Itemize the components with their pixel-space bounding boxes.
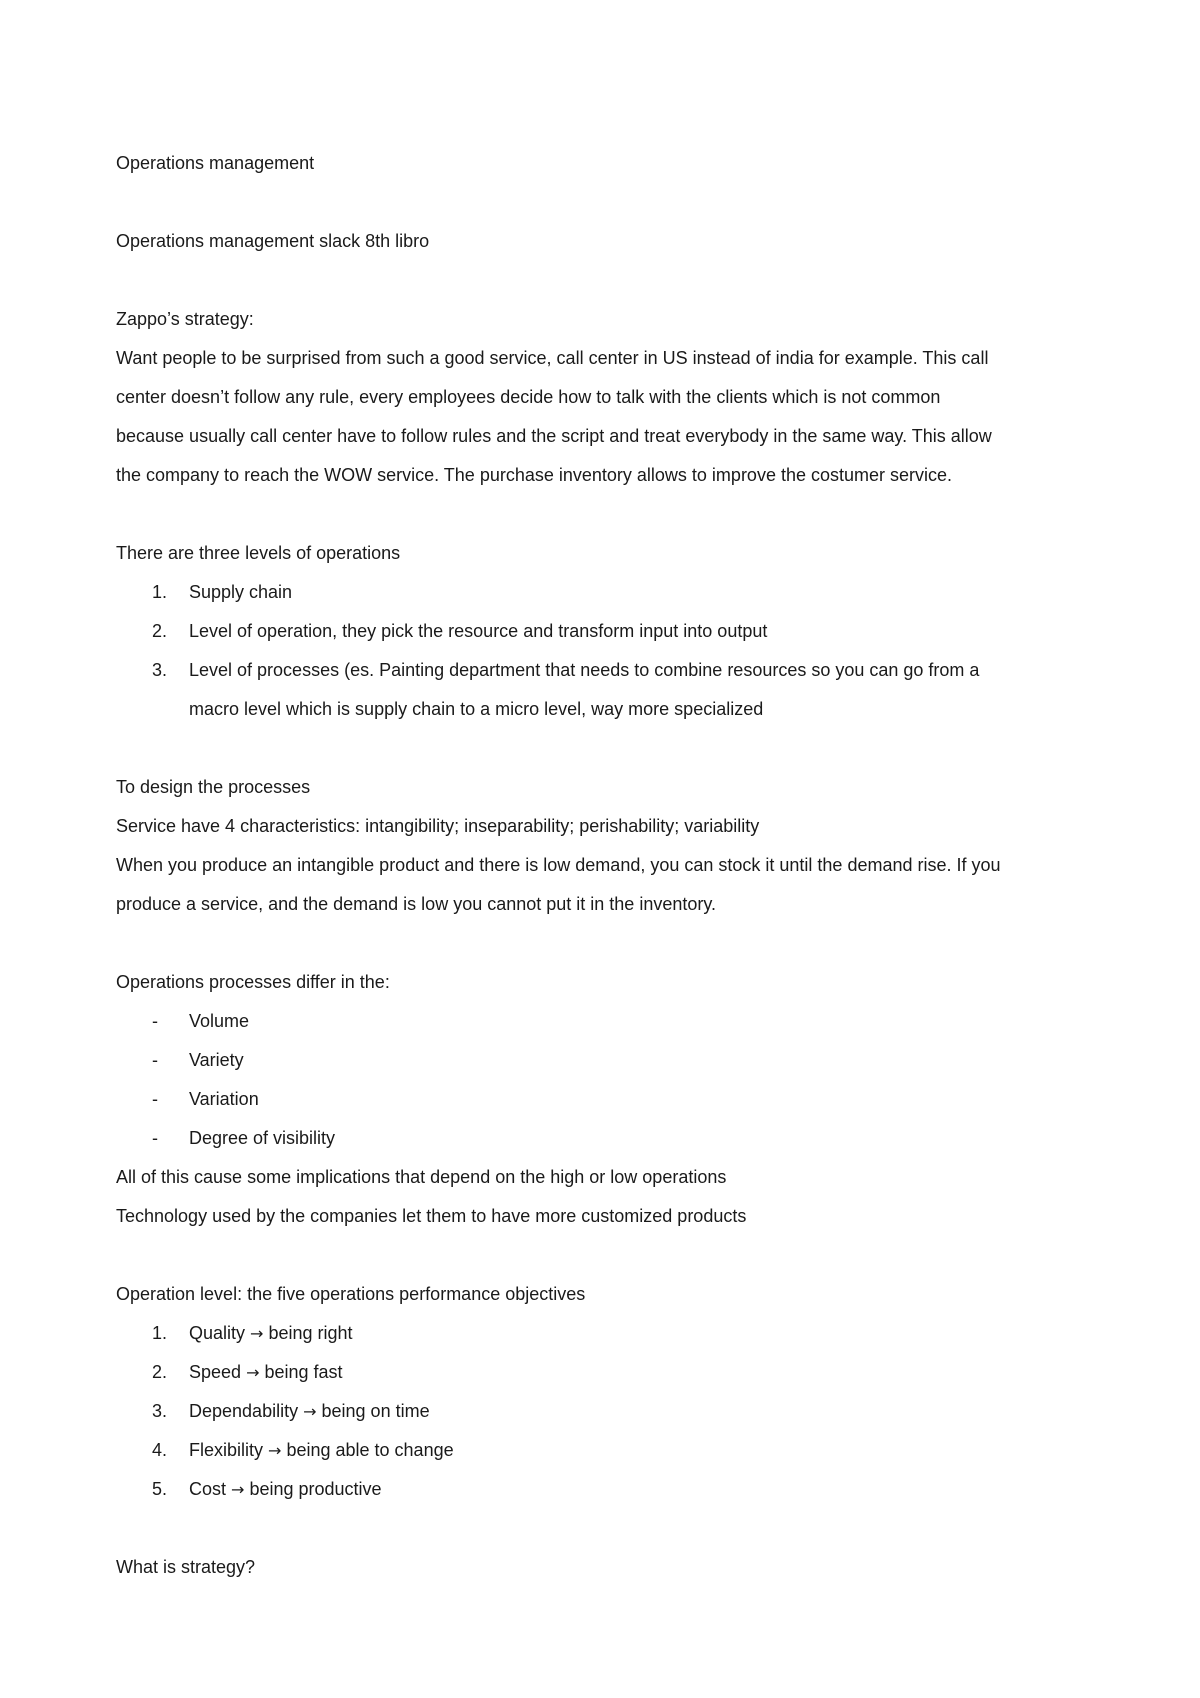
- list-item: [116, 651, 1096, 729]
- list-item: [116, 1392, 1096, 1431]
- list-item-text: Volume: [189, 1011, 250, 1031]
- blank-line: [116, 924, 1096, 963]
- objective-meaning: being on time: [321, 1401, 430, 1421]
- differ-list: [116, 1002, 1096, 1158]
- differ-heading: Operations processes differ in the:: [116, 972, 390, 992]
- document-subtitle: Operations management slack 8th libro: [116, 231, 430, 251]
- list-marker: 4.: [152, 1440, 168, 1460]
- list-item: [116, 573, 1096, 612]
- arrow-right-icon: →: [268, 1441, 282, 1460]
- list-marker: -: [152, 1050, 158, 1070]
- list-marker: -: [152, 1128, 158, 1148]
- list-item: [116, 1314, 1096, 1353]
- list-item-text: Variety: [189, 1050, 244, 1070]
- paragraph-line: Want people to be surprised from such a good service, call center in US instead of india for example. This call: [116, 348, 989, 368]
- list-marker: 1.: [152, 582, 168, 602]
- paragraph-line: the company to reach the WOW service. The purchase inventory allows to improve the costumer service.: [116, 465, 953, 485]
- design-heading: To design the processes: [116, 777, 311, 797]
- blank-line: [116, 261, 1096, 300]
- blank-line: [116, 1236, 1096, 1275]
- paragraph-line: When you produce an intangible product and there is low demand, you can stock it until the demand rise. If you: [116, 855, 1001, 875]
- paragraph-line: All of this cause some implications that depend on the high or low operations: [116, 1167, 727, 1187]
- list-marker: 2.: [152, 621, 168, 641]
- list-item: [116, 612, 1096, 651]
- paragraph-line: because usually call center have to follow rules and the script and treat everybody in the same way. This allow: [116, 426, 992, 446]
- list-item: [116, 1041, 1096, 1080]
- blank-line: [116, 1509, 1096, 1548]
- blank-line: [116, 729, 1096, 768]
- paragraph-line: produce a service, and the demand is low you cannot put it in the inventory.: [116, 894, 717, 914]
- zappos-heading: Zappo’s strategy:: [116, 309, 254, 329]
- list-item-text: Level of operation, they pick the resource and transform input into output: [189, 621, 768, 641]
- objective-term: Flexibility: [189, 1440, 264, 1460]
- paragraph-line: Technology used by the companies let them to have more customized products: [116, 1206, 747, 1226]
- list-marker: 3.: [152, 660, 168, 680]
- objectives-heading: Operation level: the five operations performance objectives: [116, 1284, 586, 1304]
- levels-heading: There are three levels of operations: [116, 543, 401, 563]
- blank-line: [116, 495, 1096, 534]
- list-item-text: Supply chain: [189, 582, 293, 602]
- arrow-right-icon: →: [303, 1402, 317, 1421]
- objective-term: Quality: [189, 1323, 246, 1343]
- list-marker: -: [152, 1089, 158, 1109]
- objective-term: Cost: [189, 1479, 227, 1499]
- objective-meaning: being fast: [264, 1362, 343, 1382]
- levels-list: [116, 573, 1096, 729]
- objective-meaning: being able to change: [286, 1440, 454, 1460]
- document-body: [116, 144, 1096, 1587]
- objective-meaning: being right: [268, 1323, 353, 1343]
- list-item-text: Level of processes (es. Painting department that needs to combine resources so you can go from a: [189, 660, 980, 680]
- objectives-list: [116, 1314, 1096, 1509]
- objective-meaning: being productive: [249, 1479, 382, 1499]
- list-item: [116, 1353, 1096, 1392]
- list-marker: 3.: [152, 1401, 168, 1421]
- blank-line: [116, 183, 1096, 222]
- arrow-right-icon: →: [231, 1480, 245, 1499]
- list-marker: 1.: [152, 1323, 168, 1343]
- closing-question: What is strategy?: [116, 1557, 256, 1577]
- list-item: [116, 1119, 1096, 1158]
- list-marker: 5.: [152, 1479, 168, 1499]
- list-item: [116, 1470, 1096, 1509]
- list-marker: -: [152, 1011, 158, 1031]
- list-item-text: macro level which is supply chain to a micro level, way more specialized: [189, 699, 764, 719]
- paragraph-line: center doesn’t follow any rule, every employees decide how to talk with the clients which is not common: [116, 387, 941, 407]
- paragraph-line: Service have 4 characteristics: intangibility; inseparability; perishability; variability: [116, 816, 760, 836]
- objective-term: Dependability: [189, 1401, 299, 1421]
- arrow-right-icon: →: [250, 1324, 264, 1343]
- list-marker: 2.: [152, 1362, 168, 1382]
- list-item-text: Degree of visibility: [189, 1128, 336, 1148]
- arrow-right-icon: →: [246, 1363, 260, 1382]
- list-item-text: Variation: [189, 1089, 259, 1109]
- zappos-paragraph: [116, 339, 1096, 495]
- objective-term: Speed: [189, 1362, 242, 1382]
- document-title: Operations management: [116, 153, 315, 173]
- list-item: [116, 1080, 1096, 1119]
- list-item: [116, 1002, 1096, 1041]
- list-item: [116, 1431, 1096, 1470]
